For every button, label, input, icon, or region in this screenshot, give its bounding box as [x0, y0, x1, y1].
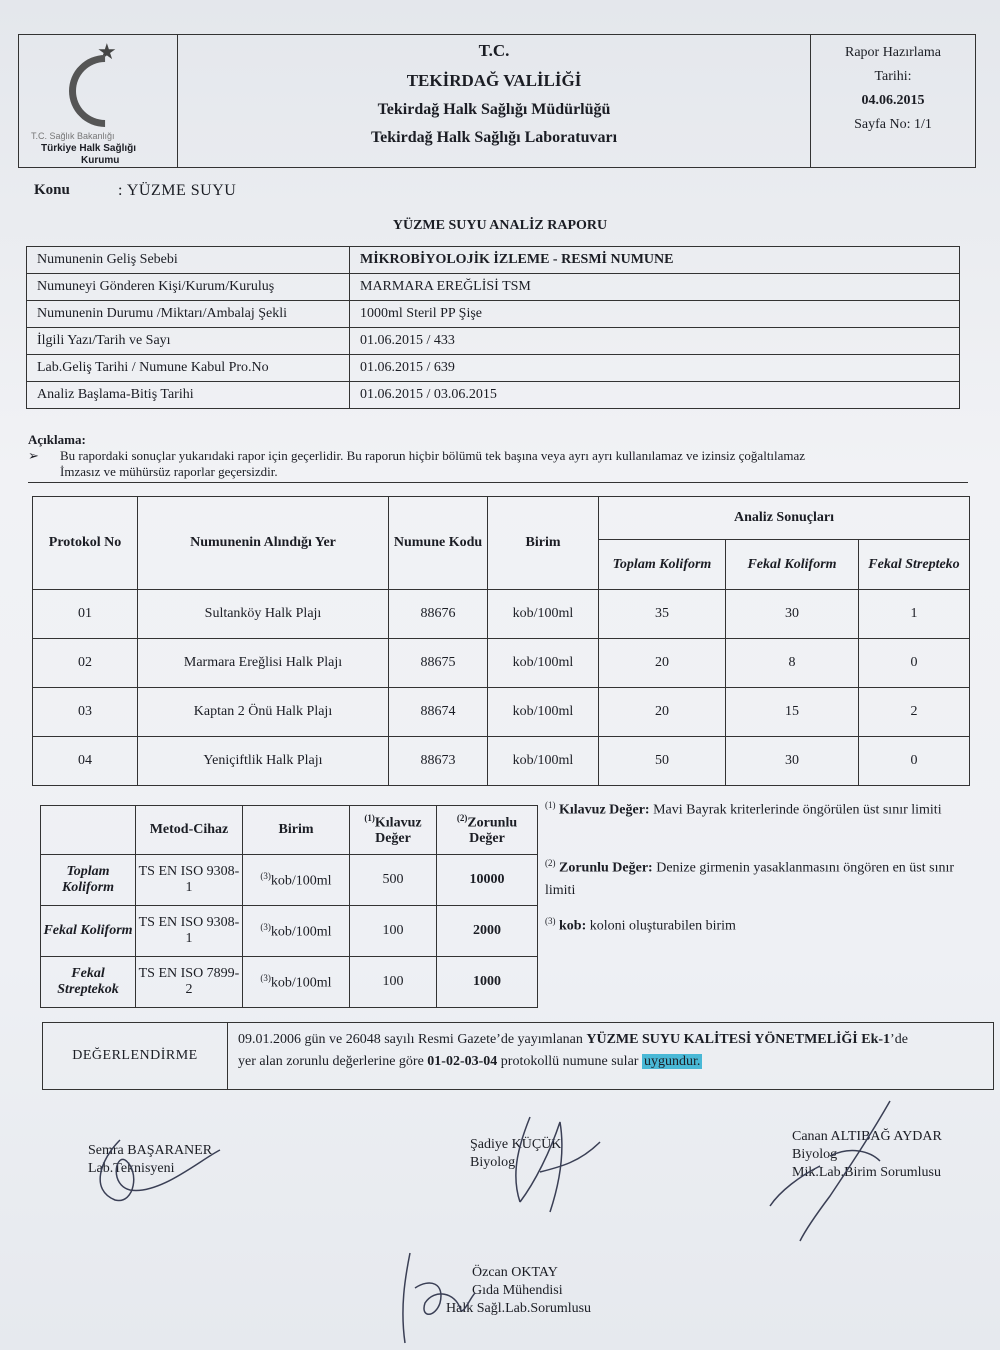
info-value: 01.06.2015 / 03.06.2015: [350, 382, 960, 409]
cell-location: Marmara Ereğlisi Halk Plajı: [138, 639, 389, 688]
table-row: [41, 957, 538, 1008]
evaluation-text: [228, 1023, 993, 1089]
info-key: Analiz Başlama-Bitiş Tarihi: [27, 382, 350, 409]
cell-code: 88673: [389, 737, 488, 786]
unit-text: kob/100ml: [270, 873, 332, 889]
table-row: [33, 737, 970, 786]
cell-guide-value: 100: [350, 957, 437, 1008]
col-header-fecal-coliform: Fekal Koliform: [726, 540, 859, 590]
ministry-logo: [19, 35, 178, 167]
cell-mandatory-value: 10000: [437, 855, 538, 906]
footnote-kob: [545, 910, 965, 938]
cell-protocol: 04: [33, 737, 138, 786]
info-value: 01.06.2015 / 639: [350, 355, 960, 382]
cell-total-coliform: 35: [599, 590, 726, 639]
info-row: [27, 274, 960, 301]
bullet-arrow-icon: ➢: [28, 448, 39, 463]
report-prep-label: Rapor Hazırlama: [844, 45, 941, 60]
analysis-results-table: [32, 496, 970, 786]
cell-method: TS EN ISO 9308-1: [136, 906, 243, 957]
footnote-term: kob:: [559, 918, 587, 934]
info-row: [27, 247, 960, 274]
signer-title: Gıda Mühendisi: [472, 1283, 563, 1298]
subject-value: : YÜZME SUYU: [118, 182, 237, 199]
col-header-guide: [350, 806, 437, 855]
header-governorship: TEKİRDAĞ VALİLİĞİ: [406, 71, 582, 90]
signer-title-2: Halk Sağl.Lab.Sorumlusu: [446, 1301, 592, 1316]
cell-unit: kob/100ml: [488, 590, 599, 639]
header-directorate: Tekirdağ Halk Sağlığı Müdürlüğü: [377, 101, 611, 118]
footnote-guide: [545, 794, 965, 822]
regulation-name: YÜZME SUYU KALİTESİ YÖNETMELİĞİ Ek-1: [586, 1032, 891, 1047]
table-row: [33, 639, 970, 688]
cell-mandatory-value: 1000: [437, 957, 538, 1008]
info-row: [27, 355, 960, 382]
footnote-ref: (1): [364, 812, 375, 823]
info-row: [27, 328, 960, 355]
header-titles: [178, 35, 811, 167]
report-date: 04.06.2015: [861, 93, 925, 108]
signer-name: Semra BAŞARANER: [88, 1143, 213, 1158]
note-text-2: İmzasız ve mühürsüz raporlar geçersizdir.: [60, 464, 278, 479]
report-date-label: Tarihi:: [874, 69, 912, 84]
corner-cell: [41, 806, 136, 855]
cell-unit: kob/100ml: [488, 639, 599, 688]
info-row: [27, 382, 960, 409]
protocol-numbers: 01-02-03-04: [427, 1054, 498, 1069]
info-key: Lab.Geliş Tarihi / Numune Kabul Pro.No: [27, 355, 350, 382]
footnote-term: Kılavuz Değer:: [559, 802, 650, 818]
cell-fecal-coliform: 8: [726, 639, 859, 688]
evaluation-box: [42, 1022, 994, 1090]
evaluation-label: DEĞERLENDİRME: [43, 1023, 228, 1089]
cell-fecal-strep: 2: [859, 688, 970, 737]
handwritten-signature-1: [80, 1130, 240, 1210]
cell-protocol: 01: [33, 590, 138, 639]
col-header-analysis-results: Analiz Sonuçları: [599, 497, 970, 540]
cell-unit: [243, 855, 350, 906]
signer-name: Özcan OKTAY: [472, 1265, 558, 1280]
footnote-ref: (3): [260, 921, 271, 932]
cell-unit: kob/100ml: [488, 688, 599, 737]
cell-method: TS EN ISO 7899-2: [136, 957, 243, 1008]
signer-title: Biyolog: [792, 1147, 838, 1162]
signer-title: Lab.Teknisyeni: [88, 1161, 175, 1176]
cell-guide-value: 500: [350, 855, 437, 906]
cell-mandatory-value: 2000: [437, 906, 538, 957]
explanation-note: [28, 432, 968, 483]
info-key: Numunenin Durumu /Miktarı/Ambalaj Şekli: [27, 301, 350, 328]
cell-parameter: Toplam Koliform: [41, 855, 136, 906]
info-value: MARMARA EREĞLİSİ TSM: [350, 274, 960, 301]
info-key: Numuneyi Gönderen Kişi/Kurum/Kuruluş: [27, 274, 350, 301]
cell-fecal-strep: 0: [859, 737, 970, 786]
subject-label: Konu: [34, 182, 70, 198]
mandatory-label: Zorunlu Değer: [467, 815, 518, 847]
col-header-method: Metod-Cihaz: [136, 806, 243, 855]
cell-unit: [243, 906, 350, 957]
footnote-ref: (3): [260, 870, 271, 881]
signer-title-2: Mik.Lab.Birim Sorumlusu: [792, 1165, 941, 1180]
star-icon: ★: [97, 39, 117, 64]
col-header-fecal-strep: Fekal Strepteko: [859, 540, 970, 590]
limits-table: [40, 805, 538, 1008]
cell-fecal-strep: 0: [859, 639, 970, 688]
handwritten-signature-2: [490, 1112, 610, 1222]
info-row: [27, 301, 960, 328]
logo-institution-line2: Kurumu: [81, 155, 120, 166]
footnote-ref: (3): [260, 972, 271, 983]
handwritten-signature-3: [760, 1096, 910, 1246]
footnote-mandatory: [545, 852, 965, 902]
cell-parameter: Fekal Streptekok: [41, 957, 136, 1008]
cell-code: 88674: [389, 688, 488, 737]
col-header-total-coliform: Toplam Koliform: [599, 540, 726, 590]
cell-protocol: 02: [33, 639, 138, 688]
report-meta: [811, 35, 975, 167]
cell-code: 88676: [389, 590, 488, 639]
info-value: 01.06.2015 / 433: [350, 328, 960, 355]
signer-title: Biyolog: [470, 1155, 516, 1170]
footnote-mark: (3): [545, 916, 556, 926]
footnote-text: koloni oluşturabilen birim: [589, 918, 736, 934]
logo-ministry-text: T.C. Sağlık Bakanlığı: [31, 131, 115, 141]
cell-fecal-strep: 1: [859, 590, 970, 639]
cell-location: Kaptan 2 Önü Halk Plajı: [138, 688, 389, 737]
table-row: [33, 688, 970, 737]
eval-part-3: yer alan zorunlu değerlerine göre: [238, 1054, 428, 1069]
report-header: [18, 34, 976, 168]
page-number: Sayfa No: 1/1: [854, 117, 932, 132]
footnote-mark: (1): [545, 800, 556, 810]
cell-guide-value: 100: [350, 906, 437, 957]
cell-unit: kob/100ml: [488, 737, 599, 786]
note-line-1: [28, 448, 968, 464]
signer-name: Canan ALTIBAĞ AYDAR: [792, 1129, 942, 1144]
cell-fecal-coliform: 15: [726, 688, 859, 737]
col-header-code: Numune Kodu: [389, 497, 488, 590]
table-row: [41, 906, 538, 957]
eval-part-1: 09.01.2006 gün ve 26048 sayılı Resmi Gazete’de yayımlanan: [238, 1032, 587, 1047]
header-tc: T.C.: [478, 41, 510, 60]
col-header-protocol: Protokol No: [33, 497, 138, 590]
footnote-term: Zorunlu Değer:: [559, 860, 653, 876]
cell-parameter: Fekal Koliform: [41, 906, 136, 957]
conformity-result: uygundur.: [643, 1054, 701, 1069]
cell-method: TS EN ISO 9308-1: [136, 855, 243, 906]
cell-total-coliform: 20: [599, 688, 726, 737]
handwritten-signature-4: [390, 1248, 480, 1348]
cell-unit: [243, 957, 350, 1008]
cell-fecal-coliform: 30: [726, 737, 859, 786]
col-header-location: Numunenin Alındığı Yer: [138, 497, 389, 590]
cell-fecal-coliform: 30: [726, 590, 859, 639]
cell-protocol: 03: [33, 688, 138, 737]
logo-institution-line1: Türkiye Halk Sağlığı: [41, 143, 137, 154]
cell-total-coliform: 20: [599, 639, 726, 688]
col-header-mandatory: [437, 806, 538, 855]
footnote-text: Denize girmenin yasaklanmasını öngören en üst sınır limiti: [545, 860, 955, 898]
cell-location: Yeniçiftlik Halk Plajı: [138, 737, 389, 786]
footnote-text: Mavi Bayrak kriterlerinde öngörülen üst sınır limiti: [653, 802, 942, 818]
crescent-icon: [54, 40, 156, 142]
header-laboratory: Tekirdağ Halk Sağlığı Laboratuvarı: [370, 129, 618, 146]
eval-part-4: protokollü numune sular: [497, 1054, 642, 1069]
table-row: [33, 590, 970, 639]
cell-location: Sultanköy Halk Plajı: [138, 590, 389, 639]
guide-label: Kılavuz Değer: [374, 815, 422, 847]
note-text-1: Bu rapordaki sonuçlar yukarıdaki rapor için geçerlidir. Bu raporun hiçbir bölümü tek başına veya ayrı ayrı kullanılamaz ve izinsiz çoğaltılamaz: [60, 448, 806, 463]
table-row: [41, 855, 538, 906]
note-title: Açıklama:: [28, 432, 86, 447]
footnote-ref: (2): [456, 812, 468, 823]
signer-name: Şadiye KÜÇÜK: [470, 1137, 562, 1152]
col-header-unit: Birim: [243, 806, 350, 855]
col-header-unit: Birim: [488, 497, 599, 590]
cell-code: 88675: [389, 639, 488, 688]
eval-part-2: ’de: [890, 1032, 908, 1047]
footnote-mark: (2): [545, 858, 556, 868]
cell-total-coliform: 50: [599, 737, 726, 786]
report-title: YÜZME SUYU ANALİZ RAPORU: [392, 218, 608, 233]
unit-text: kob/100ml: [270, 975, 332, 991]
info-key: Numunenin Geliş Sebebi: [27, 247, 350, 274]
info-key: İlgili Yazı/Tarih ve Sayı: [27, 328, 350, 355]
info-value: 1000ml Steril PP Şişe: [350, 301, 960, 328]
unit-text: kob/100ml: [270, 924, 332, 940]
info-value: MİKROBİYOLOJİK İZLEME - RESMİ NUMUNE: [350, 247, 960, 274]
sample-info-table: [26, 246, 960, 409]
